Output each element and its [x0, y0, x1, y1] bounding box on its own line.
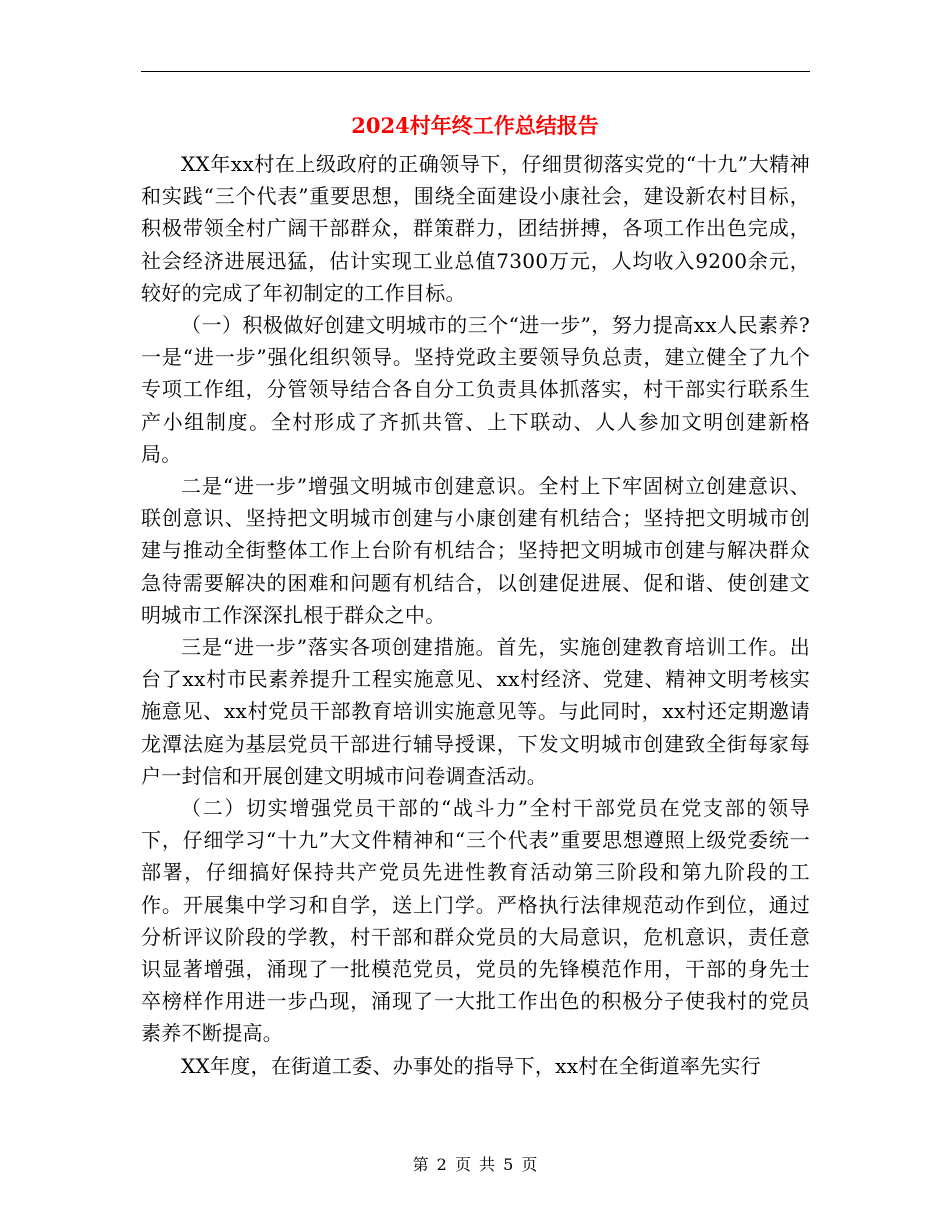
paragraph-section-1-part-3: 三是“进一步”落实各项创建措施。首先，实施创建教育培训工作。出台了xx村市民素养提升工程实施意见、xx村经济、党建、精神文明考核实施意见、xx村党员干部教育培训实施意见等。与此同时，xx村还定期邀请龙潭法庭为基层党员干部进行辅导授课，下发文明城市创建致全街每家每户一封信和开展创建文明城市问卷调查活动。 — [141, 635, 810, 788]
paragraph-intro: XX年xx村在上级政府的正确领导下，仔细贯彻落实党的“十九”大精神和实践“三个代表”重要思想，围绕全面建设小康社会，建设新农村目标，积极带领全村广阔干部群众，群策群力，团结拼搏，各项工作出色完成，社会经济进展迅猛，估计实现工业总值7300万元，人均收入9200余元，较好的完成了年初制定的工作目标。 — [141, 152, 810, 305]
paragraph-section-1-part-2: 二是“进一步”增强文明城市创建意识。全村上下牢固树立创建意识、联创意识、坚持把文明城市创建与小康创建有机结合；坚持把文明城市创建与推动全街整体工作上台阶有机结合；坚持把文明城市创建与解决群众急待需要解决的困难和问题有机结合，以创建促进展、促和谐、使创建文明城市工作深深扎根于群众之中。 — [141, 474, 810, 627]
document-title: 2024村年终工作总结报告 — [351, 113, 599, 138]
paragraph-continuation: XX年度，在街道工委、办事处的指导下，xx村在全街道率先实行 — [181, 1053, 762, 1078]
document-body — [141, 148, 810, 1082]
paragraph-section-1: （一）积极做好创建文明城市的三个“进一步”，努力提高xx人民素养?一是“进一步”强化组织领导。坚持党政主要领导负总责，建立健全了九个专项工作组，分管领导结合各自分工负责具体抓落实，村干部实行联系生产小组制度。全村形成了齐抓共管、上下联动、人人参加文明创建新格局。 — [141, 313, 810, 466]
page-number-footer: 第 2 页 共 5 页 — [412, 1155, 538, 1174]
header-rule — [141, 71, 810, 72]
paragraph-section-2: （二）切实增强党员干部的“战斗力”全村干部党员在党支部的领导下，仔细学习“十九”大文件精神和“三个代表”重要思想遵照上级党委统一部署，仔细搞好保持共产党员先进性教育活动第三阶段和第九阶段的工作。开展集中学习和自学，送上门学。严格执行法律规范动作到位，通过分析评议阶段的学教，村干部和群众党员的大局意识，危机意识，责任意识显著增强，涌现了一批模范党员，党员的先锋模范作用，干部的身先士卒榜样作用进一步凸现，涌现了一大批工作出色的积极分子使我村的党员素养不断提高。 — [141, 796, 810, 1046]
